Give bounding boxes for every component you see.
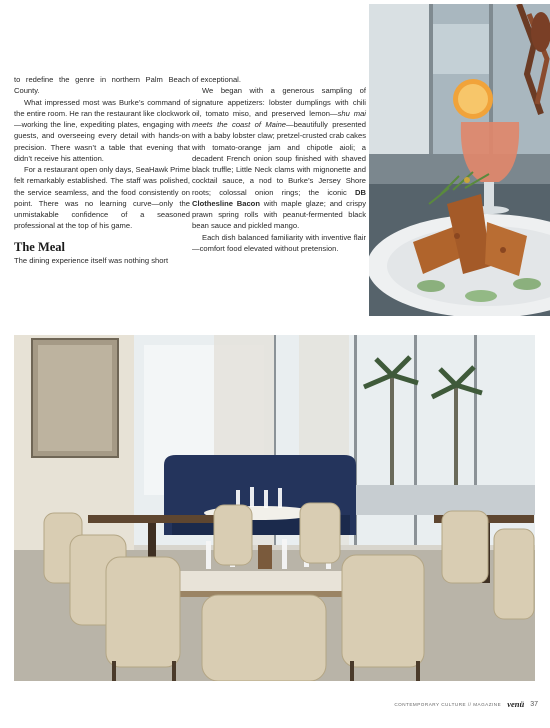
bold-dish-name: DB Clothesline Bacon (192, 187, 366, 208)
paragraph: Each dish balanced familiarity with inventive flair—comfort food elevated without pretension. (192, 232, 366, 253)
magazine-logo: venü (507, 699, 525, 709)
article-column-middle (192, 74, 366, 254)
paragraph: We began with a generous sampling of signature appetizers: lobster dumplings with chili oil, tomato miso, and preserved lemon—shu mai meets the coast of Maine—beautifully presented with a baby lobster claw; pretzel-crusted crab cakes with tomato-orange jam and chipotle aioli; a decadent French onion soup finished with shaved black truffle; Little Neck clams with mignonette and cocktail sauce, a nod to Burke’s Jersey Shore roots; colossal onion rings; the iconic DB Clothesline Bacon with maple glaze; and crispy prawn spring rolls with peanut-fermented black bean sauce and pickled mango. (192, 86, 367, 231)
paragraph: The dining experience itself was nothing short (14, 255, 169, 265)
page-number: 37 (530, 700, 538, 708)
paragraph: What impressed most was Burke’s command of the entire room. He ran the restaurant like clockwork—working the line, expediting plates, engaging with guests, and overseeing every detail with hands-on precision. There wasn’t a table that evening that didn’t receive his attention. (14, 97, 190, 163)
section-heading: The Meal (14, 239, 66, 254)
paragraph: to redefine the genre in northern Palm Beach County. (14, 75, 190, 96)
article-column-left (14, 74, 190, 266)
paragraph: of exceptional. (192, 75, 241, 84)
emphasis-text: shu mai meets the coast of Maine (192, 108, 366, 129)
page-footer (394, 698, 538, 710)
paragraph: For a restaurant open only days, SeaHawk Prime felt remarkably established. The staff was polished, the service seamless, and the food consistently on point. There was no learning curve—only the unmistakable confidence of a seasoned professional at the top of his game. (14, 165, 190, 231)
footer-section-label: CONTEMPORARY CULTURE // MAGAZINE (394, 701, 502, 707)
appetizer-photo (369, 4, 550, 316)
dining-room-photo (14, 335, 535, 681)
